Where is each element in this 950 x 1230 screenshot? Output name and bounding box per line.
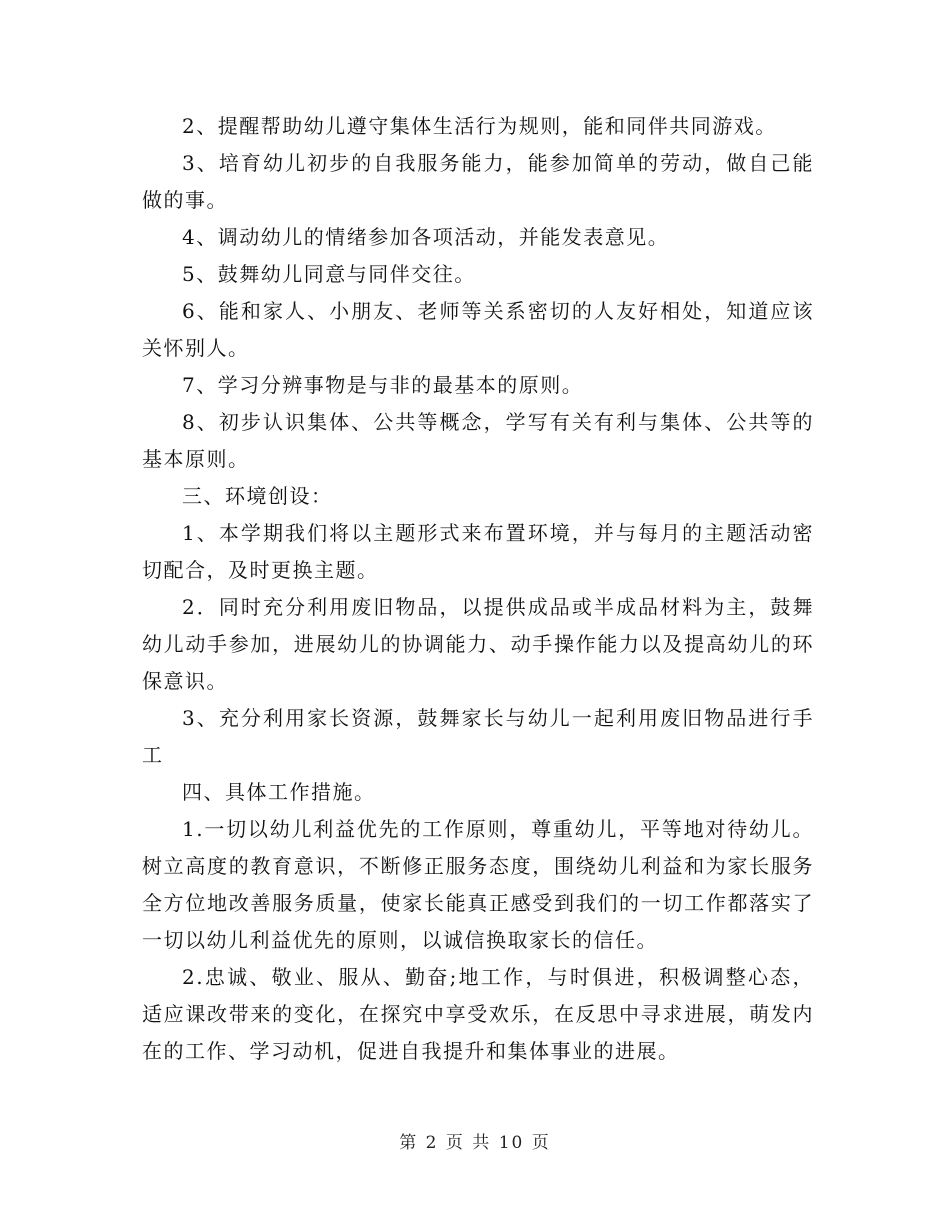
- paragraph-environment-2: 2．同时充分利用废旧物品，以提供成品或半成品材料为主，鼓舞幼儿动手参加，进展幼儿的协调能力、动手操作能力以及提高幼儿的环保意识。: [142, 595, 814, 693]
- section-heading-measures: 四、具体工作措施。: [182, 780, 376, 804]
- paragraph-environment-3: 3、充分利用家长资源，鼓舞家长与幼儿一起利用废旧物品进行手工: [142, 706, 814, 767]
- paragraph-goal-3: 3、培育幼儿初步的自我服务能力，能参加简单的劳动，做自己能做的事。: [142, 151, 814, 212]
- paragraph-goal-5: 5、鼓舞幼儿同意与同伴交往。: [182, 262, 476, 286]
- paragraph-measures-2: 2.忠诚、敬业、服从、勤奋;地工作，与时俱进，积极调整心态，适应课改带来的变化，在探究中享受欢乐，在反思中寻求进展，萌发内在的工作、学习动机，促进自我提升和集体事业的进展。: [142, 965, 814, 1063]
- paragraph-environment-1: 1、本学期我们将以主题形式来布置环境，并与每月的主题活动密切配合，及时更换主题。: [142, 521, 814, 582]
- paragraph-goal-8: 8、初步认识集体、公共等概念，学写有关有利与集体、公共等的基本原则。: [142, 410, 814, 471]
- paragraph-measures-1: 1.一切以幼儿利益优先的工作原则，尊重幼儿，平等地对待幼儿。树立高度的教育意识，不断修正服务态度，围绕幼儿利益和为家长服务全方位地改善服务质量，使家长能真正感受到我们的一切工作都落实了一切以幼儿利益优先的原则，以诚信换取家长的信任。: [142, 817, 814, 952]
- paragraph-goal-4: 4、调动幼儿的情绪参加各项活动，并能发表意见。: [182, 225, 670, 249]
- page-number-footer: 第 2 页 共 10 页: [399, 1133, 551, 1153]
- paragraph-goal-2: 2、提醒帮助幼儿遵守集体生活行为规则，能和同伴共同游戏。: [182, 114, 777, 138]
- section-heading-environment: 三、环境创设：: [182, 484, 333, 508]
- paragraph-goal-7: 7、学习分辨事物是与非的最基本的原则。: [182, 373, 584, 397]
- paragraph-goal-6: 6、能和家人、小朋友、老师等关系密切的人友好相处，知道应该关怀别人。: [142, 299, 814, 360]
- document-body: [142, 108, 814, 1070]
